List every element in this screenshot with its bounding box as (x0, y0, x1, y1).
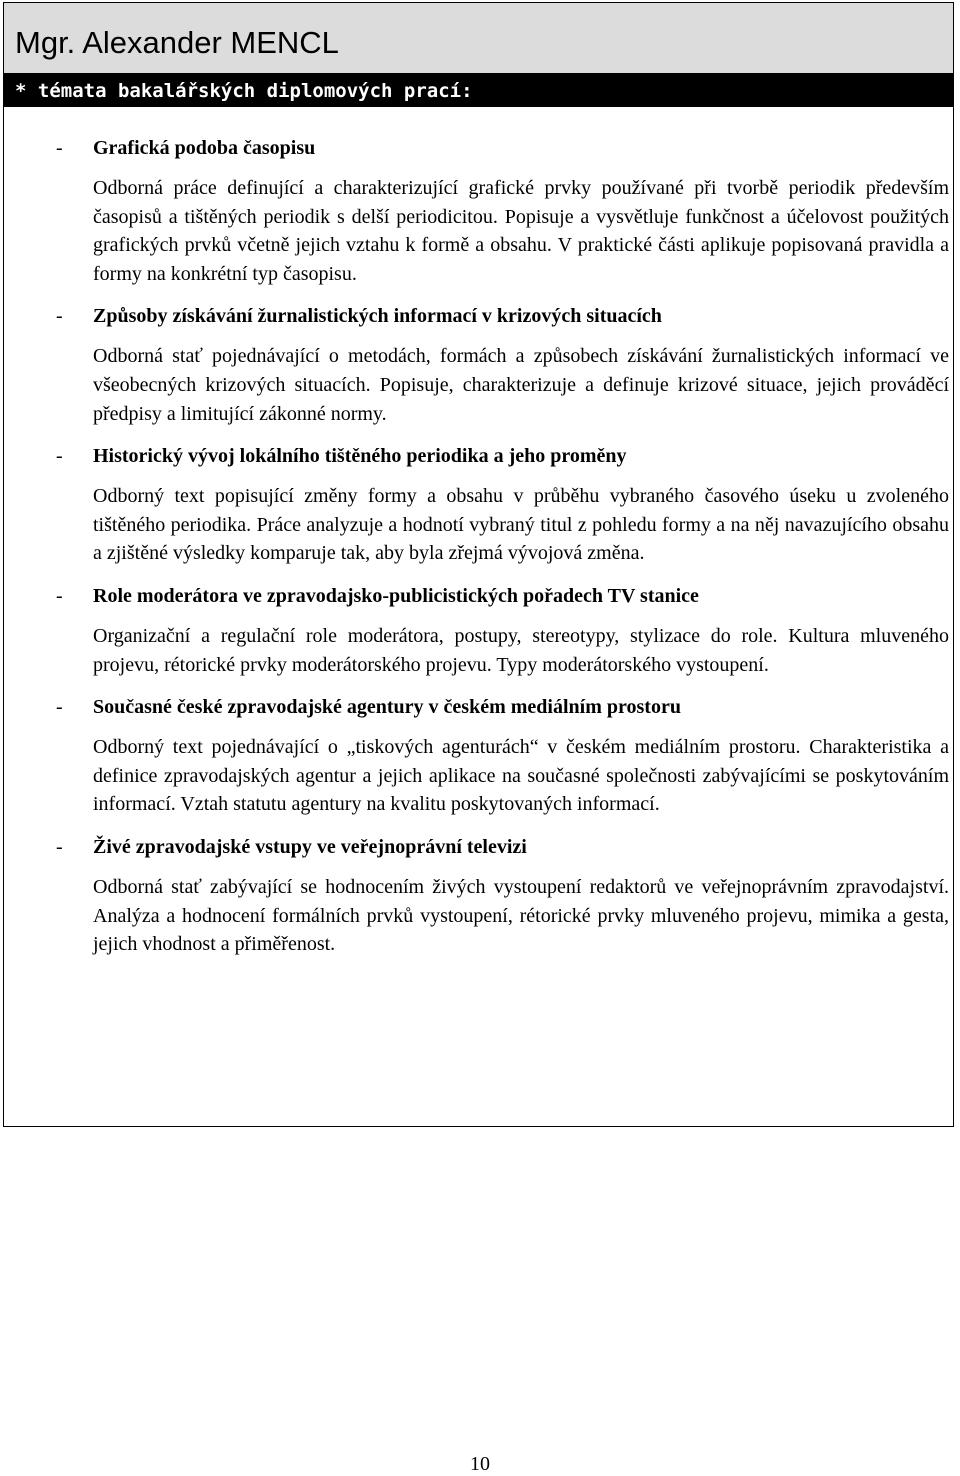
topic-title: Historický vývoj lokálního tištěného periodika a jeho proměny (93, 445, 627, 468)
thesis-topics-subheader: * témata bakalářských diplomových prací: (4, 73, 953, 107)
dash-bullet: - (56, 584, 63, 607)
topic-description: Odborná práce definující a charakterizující grafické prvky používané při tvorbě periodik především časopisů a tištěných periodik s delší periodicitou. Popisuje a vysvětluje funkčnost a účelovost použitých grafických prvků včetně jejich vztahu k formě a obsahu. V praktické části aplikuje popisovaná pravidla a formy na konkrétní typ časopisu. (93, 177, 949, 285)
topic-title: Způsoby získávání žurnalistických informací v krizových situacích (93, 305, 662, 328)
thesis-topic-list (56, 134, 949, 973)
topic-title: Grafická podoba časopisu (93, 137, 316, 159)
topic-description: Odborný text popisující změny formy a obsahu v průběhu vybraného časového úseku u zvoleného tištěného periodika. Práce analyzuje a hodnotí vybraný titul z pohledu formy a na něj navazujícího obsahu a zjištěné výsledky komparuje tak, aby byla zřejmá vývojová změna. (93, 485, 949, 565)
dash-bullet: - (56, 305, 63, 328)
topic-description: Odborný text pojednávající o „tiskových agenturách“ v českém mediálním prostoru. Charakteristika a definice zpravodajských agentur a jejich aplikace na současné společnosti zabývajícími se poskytováním informací. Vztah statutu agentury na kvalitu poskytovaných informací. (93, 736, 949, 816)
topic-description: Odborná stať pojednávající o metodách, formách a způsobech získávání žurnalistických informací ve všeobecných krizových situacích. Popisuje, charakterizuje a definuje krizové situace, jejich prováděcí předpisy a limitující zákonné normy. (93, 345, 949, 425)
topic-description: Organizační a regulační role moderátora, postupy, stereotypy, stylizace do role. Kultura mluveného projevu, rétorické prvky moderátorského projevu. Typy moderátorského vystoupení. (93, 624, 949, 676)
dash-bullet: - (56, 696, 63, 719)
list-item (56, 582, 949, 679)
list-item (56, 302, 949, 428)
list-item (56, 442, 949, 568)
topic-title: Role moderátora ve zpravodajsko-publicistických pořadech TV stanice (93, 584, 699, 607)
page-number: 10 (470, 1453, 490, 1475)
list-item (56, 833, 949, 959)
author-name-header: Mgr. Alexander MENCL (4, 3, 953, 73)
topic-title: Současné české zpravodajské agentury v českém mediálním prostoru (93, 696, 681, 719)
list-item (56, 693, 949, 819)
list-item (56, 134, 949, 288)
dash-bullet: - (56, 835, 63, 858)
dash-bullet: - (56, 445, 63, 468)
topics-box (3, 2, 954, 1127)
topic-title: Živé zpravodajské vstupy ve veřejnoprávní televizi (93, 835, 527, 858)
dash-bullet: - (56, 137, 63, 159)
topic-description: Odborná stať zabývající se hodnocením živých vystoupení redaktorů ve veřejnoprávním zpravodajství. Analýza a hodnocení formálních prvků vystoupení, rétorické prvky mluveného projevu, mimika a gesta, jejich vhodnost a přiměřenost. (93, 875, 949, 956)
